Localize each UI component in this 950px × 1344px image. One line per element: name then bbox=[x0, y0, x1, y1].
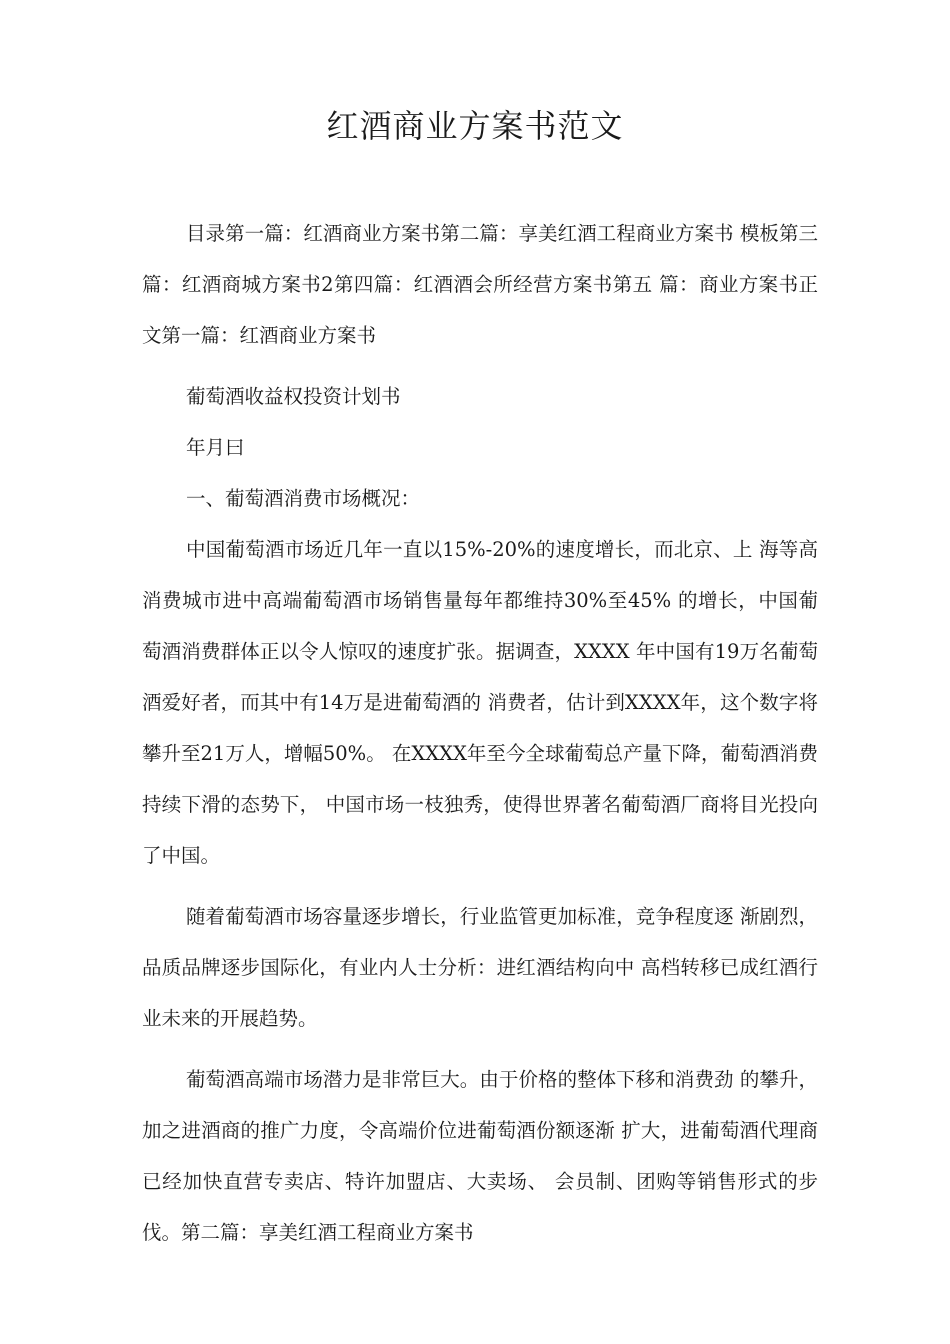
date-line: 年月曰 bbox=[186, 436, 245, 459]
body-paragraph: 随着葡萄酒市场容量逐步增长，行业监管更加标准，竞争程度逐 渐剧烈，品质品牌逐步国际化，有业内人士分析：进红酒结构向中 高档转移已成红酒行业未来的开展趋势。 bbox=[142, 905, 818, 1030]
document-title: 红酒商业方案书范文 bbox=[326, 107, 624, 145]
section-heading: 一、葡萄酒消费市场概况： bbox=[186, 487, 421, 510]
document-body bbox=[142, 208, 818, 1268]
body-paragraph: 葡萄酒高端市场潜力是非常巨大。由于价格的整体下移和消费劲 的攀升，加之进酒商的推广力度，令高端价位进葡萄酒份额逐渐 扩大，进葡萄酒代理商已经加快直营专卖店、特许加盟店、大卖场、 会员制、团购等销售形式的步伐。第二篇：享美红酒工程商业方案书 bbox=[142, 1068, 818, 1244]
table-of-contents-paragraph: 目录第一篇：红酒商业方案书第二篇：享美红酒工程商业方案书 模板第三篇：红酒商城方案书2第四篇：红酒酒会所经营方案书第五 篇：商业方案书正文第一篇：红酒商业方案书 bbox=[142, 222, 818, 347]
body-paragraph: 中国葡萄酒市场近几年一直以15%-20%的速度增长，而北京、上 海等高消费城市进中高端葡萄酒市场销售量每年都维持30%至45% 的增长，中国葡萄酒消费群体正以令人惊叹的速度扩张。据调查，XXXX 年中国有19万名葡萄酒爱好者，而其中有14万是进葡萄酒的 消费者，估计到XXXX年，这个数字将攀升至21万人，增幅50%。 在XXXX年至今全球葡萄总产量下降，葡萄酒消费持续下滑的态势下， 中国市场一枝独秀，使得世界著名葡萄酒厂商将目光投向了中国。 bbox=[142, 538, 818, 867]
plan-subtitle: 葡萄酒收益权投资计划书 bbox=[186, 385, 401, 408]
